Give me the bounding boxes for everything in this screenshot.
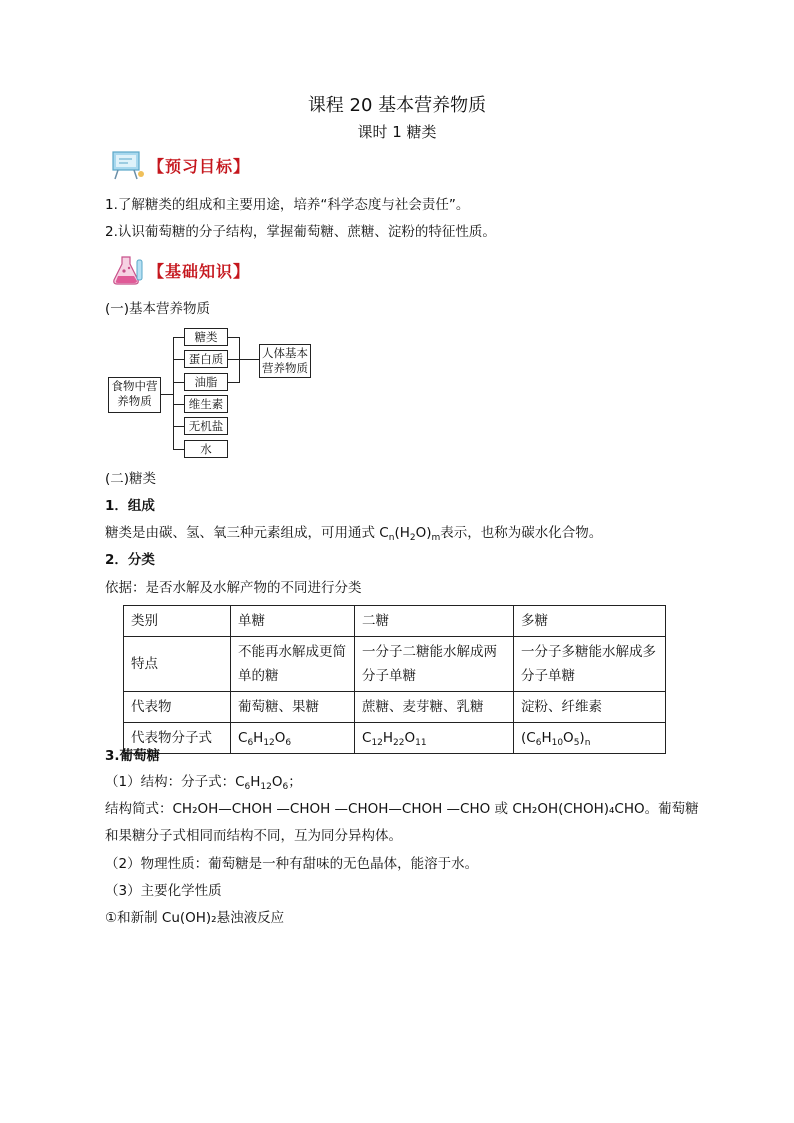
preview-goals-header xyxy=(110,149,250,181)
goal-item: 1.了解糖类的组成和主要用途，培养“科学态度与社会责任”。 xyxy=(105,197,470,213)
table-cell: 葡萄糖、果糖 xyxy=(231,692,355,723)
table-cell xyxy=(514,723,666,754)
diagram-item: 维生素 xyxy=(184,395,228,413)
goal-item: 2.认识葡萄糖的分子结构，掌握葡萄糖、蔗糖、淀粉的特征性质。 xyxy=(105,224,496,240)
table-row xyxy=(124,606,666,637)
preview-goals-label: 【预习目标】 xyxy=(148,156,251,176)
glucose-chemical: （3）主要化学性质 xyxy=(105,883,222,899)
table-cell: 代表物 xyxy=(124,692,231,723)
diagram-item: 水 xyxy=(184,440,228,458)
table-cell: 一分子二糖能水解成两分子单糖 xyxy=(355,637,514,692)
glucose-heading: 3.葡萄糖 xyxy=(105,748,161,764)
basic-knowledge-label: 【基础知识】 xyxy=(148,261,251,281)
glucose-structure: （1）结构：分子式：$C_6H_{12}O_6$； xyxy=(105,774,302,792)
diagram-right-box xyxy=(259,344,311,378)
formula: $(C_6H_{10}O_5)_n$ xyxy=(521,730,591,748)
flask-icon xyxy=(110,254,146,286)
classification-heading: 2．分类 xyxy=(105,552,155,568)
table-cell xyxy=(231,723,355,754)
table-header-cell: 类别 xyxy=(124,606,231,637)
table-row xyxy=(124,692,666,723)
diagram-left-label: 食物中营养物质 xyxy=(111,379,158,408)
basic-knowledge-header xyxy=(110,254,250,286)
table-cell: 特点 xyxy=(124,637,231,692)
table-cell xyxy=(355,723,514,754)
table-header-cell: 二糖 xyxy=(355,606,514,637)
table-cell: 一分子多糖能水解成多分子单糖 xyxy=(514,637,666,692)
diagram-left-box xyxy=(108,377,161,413)
table-cell: 淀粉、纤维素 xyxy=(514,692,666,723)
formula: $C_6H_{12}O_6$ xyxy=(238,730,292,748)
blackboard-icon xyxy=(110,149,146,181)
nutrient-diagram xyxy=(108,327,318,460)
table-cell: 不能再水解成更简单的糖 xyxy=(231,637,355,692)
diagram-item: 糖类 xyxy=(184,328,228,346)
composition-heading: 1．组成 xyxy=(105,498,155,514)
table-cell: 代表物分子式 xyxy=(124,723,231,754)
composition-text: 糖类是由碳、氢、氧三种元素组成，可用通式 $C_n(H_2O)_m$表示，也称为碳水化合物。 xyxy=(105,525,603,543)
table-header-cell: 多糖 xyxy=(514,606,666,637)
part1-heading: (一)基本营养物质 xyxy=(105,301,211,317)
glucose-reaction1: ①和新制 Cu(OH)₂悬浊液反应 xyxy=(105,910,285,926)
page-subtitle: 课时 1 糖类 xyxy=(357,123,437,141)
diagram-item: 蛋白质 xyxy=(184,350,228,368)
diagram-item: 无机盐 xyxy=(184,417,228,435)
table-row xyxy=(124,723,666,754)
table-header-cell: 单糖 xyxy=(231,606,355,637)
page-title: 课程 20 基本营养物质 xyxy=(307,95,487,116)
glucose-simple-formula: 结构简式：CH₂OH—CHOH —CHOH —CHOH—CHOH —CHO 或 CH₂OH(CHOH)₄CHO。葡萄糖 xyxy=(105,801,699,817)
glucose-physical: （2）物理性质：葡萄糖是一种有甜味的无色晶体，能溶于水。 xyxy=(105,856,479,872)
part2-heading: (二)糖类 xyxy=(105,471,157,487)
glucose-simple-formula-cont: 和果糖分子式相同而结构不同，互为同分异构体。 xyxy=(105,828,402,844)
diagram-right-label: 人体基本营养物质 xyxy=(262,346,308,375)
classification-basis: 依据：是否水解及水解产物的不同进行分类 xyxy=(105,580,362,596)
table-cell: 蔗糖、麦芽糖、乳糖 xyxy=(355,692,514,723)
diagram-item: 油脂 xyxy=(184,373,228,391)
table-row xyxy=(124,637,666,692)
formula: $C_{12}H_{22}O_{11}$ xyxy=(362,730,427,748)
classification-table xyxy=(123,605,666,754)
